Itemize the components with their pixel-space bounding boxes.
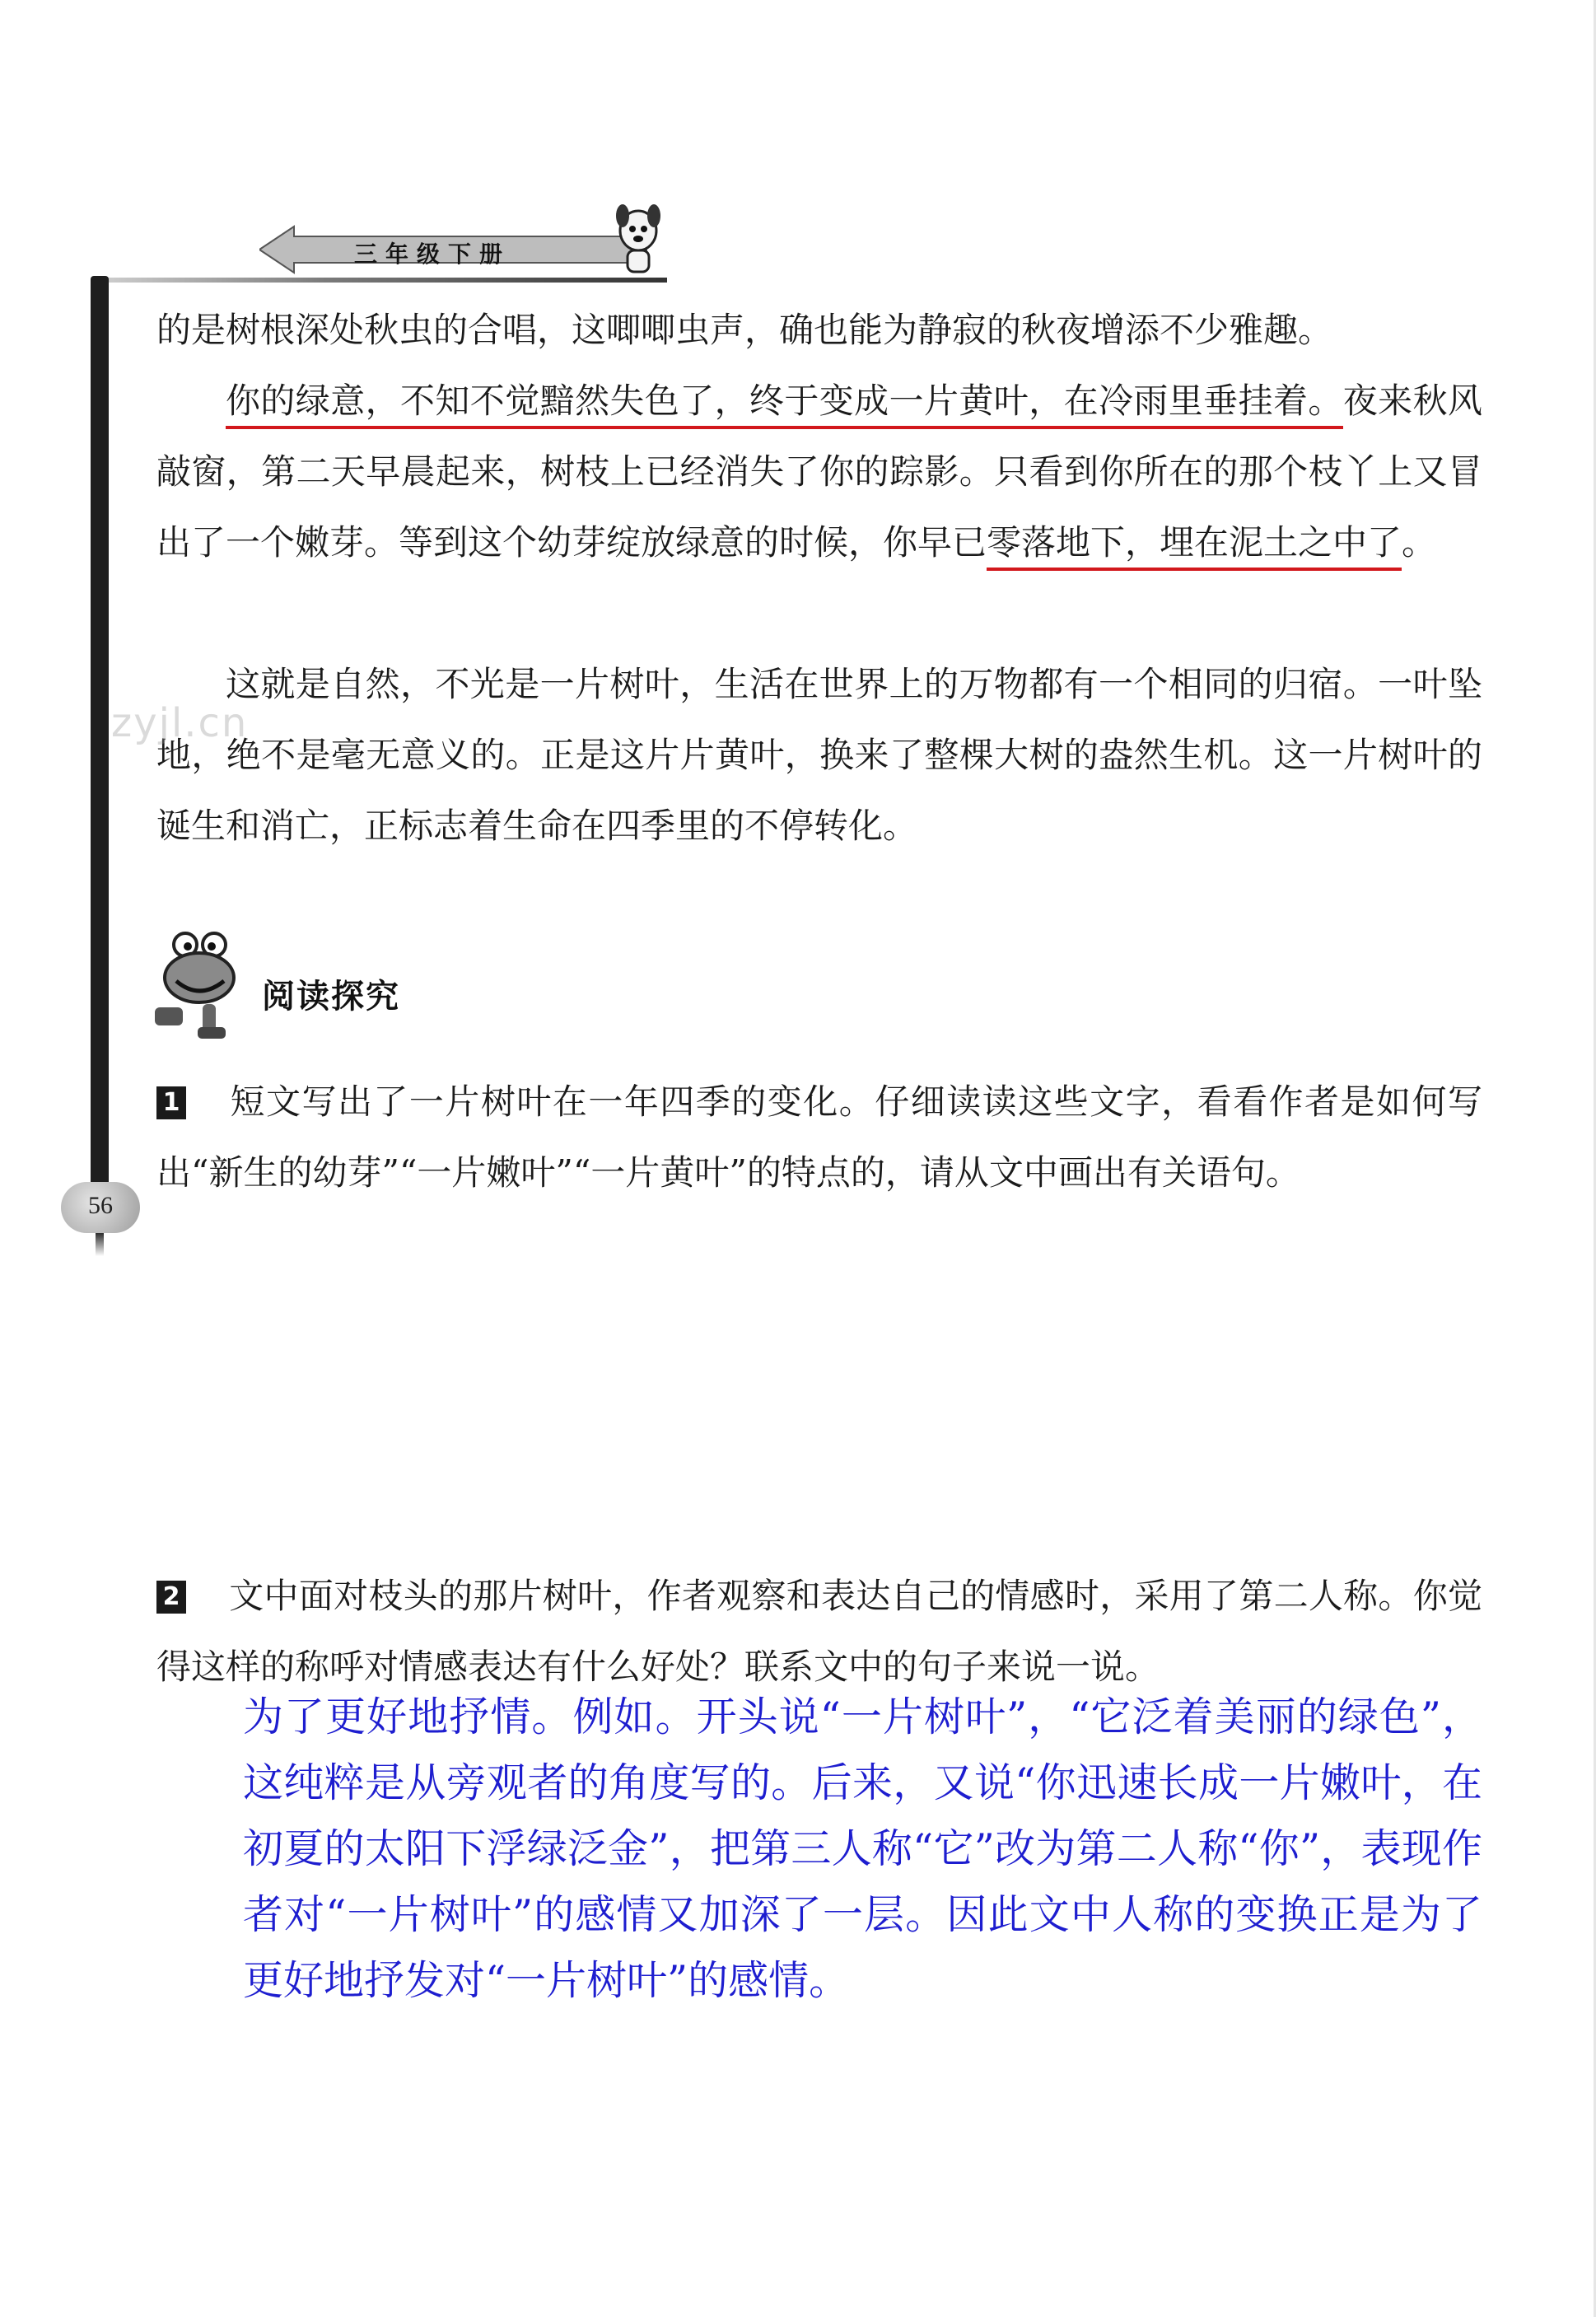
question-1-number: 1 [156, 1086, 186, 1119]
question-2-text: 文中面对枝头的那片树叶，作者观察和表达自己的情感时，采用了第二人称。你觉得这样的称呼对情感表达有什么好处？联系文中的句子来说一说。 [156, 1576, 1482, 1687]
page-number: 56 [88, 1192, 113, 1219]
question-1 [156, 1067, 1482, 1208]
passage-paragraph-1: 的是树根深处秋虫的合唱，这唧唧虫声，确也能为静寂的秋夜增添不少雅趣。 [156, 310, 1333, 350]
dog-mascot-icon [609, 198, 667, 280]
question-2 [156, 1561, 1482, 1703]
margin-bar-fade [96, 1231, 104, 1256]
question-2-answer: 为了更好地抒情。例如。开头说“一片树叶”，“它泛着美丽的绿色”，这纯粹是从旁观者的角度写的。后来，又说“你迅速长成一片嫩叶，在初夏的太阳下浮绿泛金”，把第三人称“它”改为第二人称“你”，表现作者对“一片树叶”的感情又加深了一层。因此文中人称的变换正是为了更好地抒发对“一片树叶”的感情。 [243, 1693, 1482, 2004]
underlined-sentence-2: 零落地下，埋在泥土之中了 [987, 522, 1402, 571]
passage-text-end: 。 [1402, 522, 1437, 563]
passage-paragraph-3: 这就是自然，不光是一片树叶，生活在世界上的万物都有一个相同的归宿。一叶坠地，绝不是毫无意义的。正是这片片黄叶，换来了整棵大树的盎然生机。这一片树叶的诞生和消亡，正标志着生命在四季里的不停转化。 [156, 664, 1482, 846]
underlined-sentence-1: 你的绿意，不知不觉黯然失色了，终于变成一片黄叶，在冷雨里垂挂着。 [226, 381, 1343, 429]
reading-mascot-icon [148, 927, 255, 1042]
margin-bar [91, 276, 109, 1231]
passage-text: 夜来秋风敲窗，第二天早晨起来，树枝上已经消失了你的踪影。只看到你所在的那个枝丫上又冒出了一个嫩芽。等到这个幼芽绽放绿意的时候，你早已 [156, 381, 1482, 563]
grade-label: 三年级下册 [353, 241, 511, 268]
header-rule [99, 278, 667, 283]
question-2-number: 2 [156, 1581, 186, 1614]
section-title: 阅读探究 [262, 978, 400, 1016]
question-1-text: 短文写出了一片树叶在一年四季的变化。仔细读读这些文字，看看作者是如何写出“新生的幼芽”“一片嫩叶”“一片黄叶”的特点的，请从文中画出有关语句。 [156, 1081, 1482, 1193]
passage-paragraph-2 [156, 366, 1482, 578]
watermark: zyjl.cn [111, 700, 249, 746]
